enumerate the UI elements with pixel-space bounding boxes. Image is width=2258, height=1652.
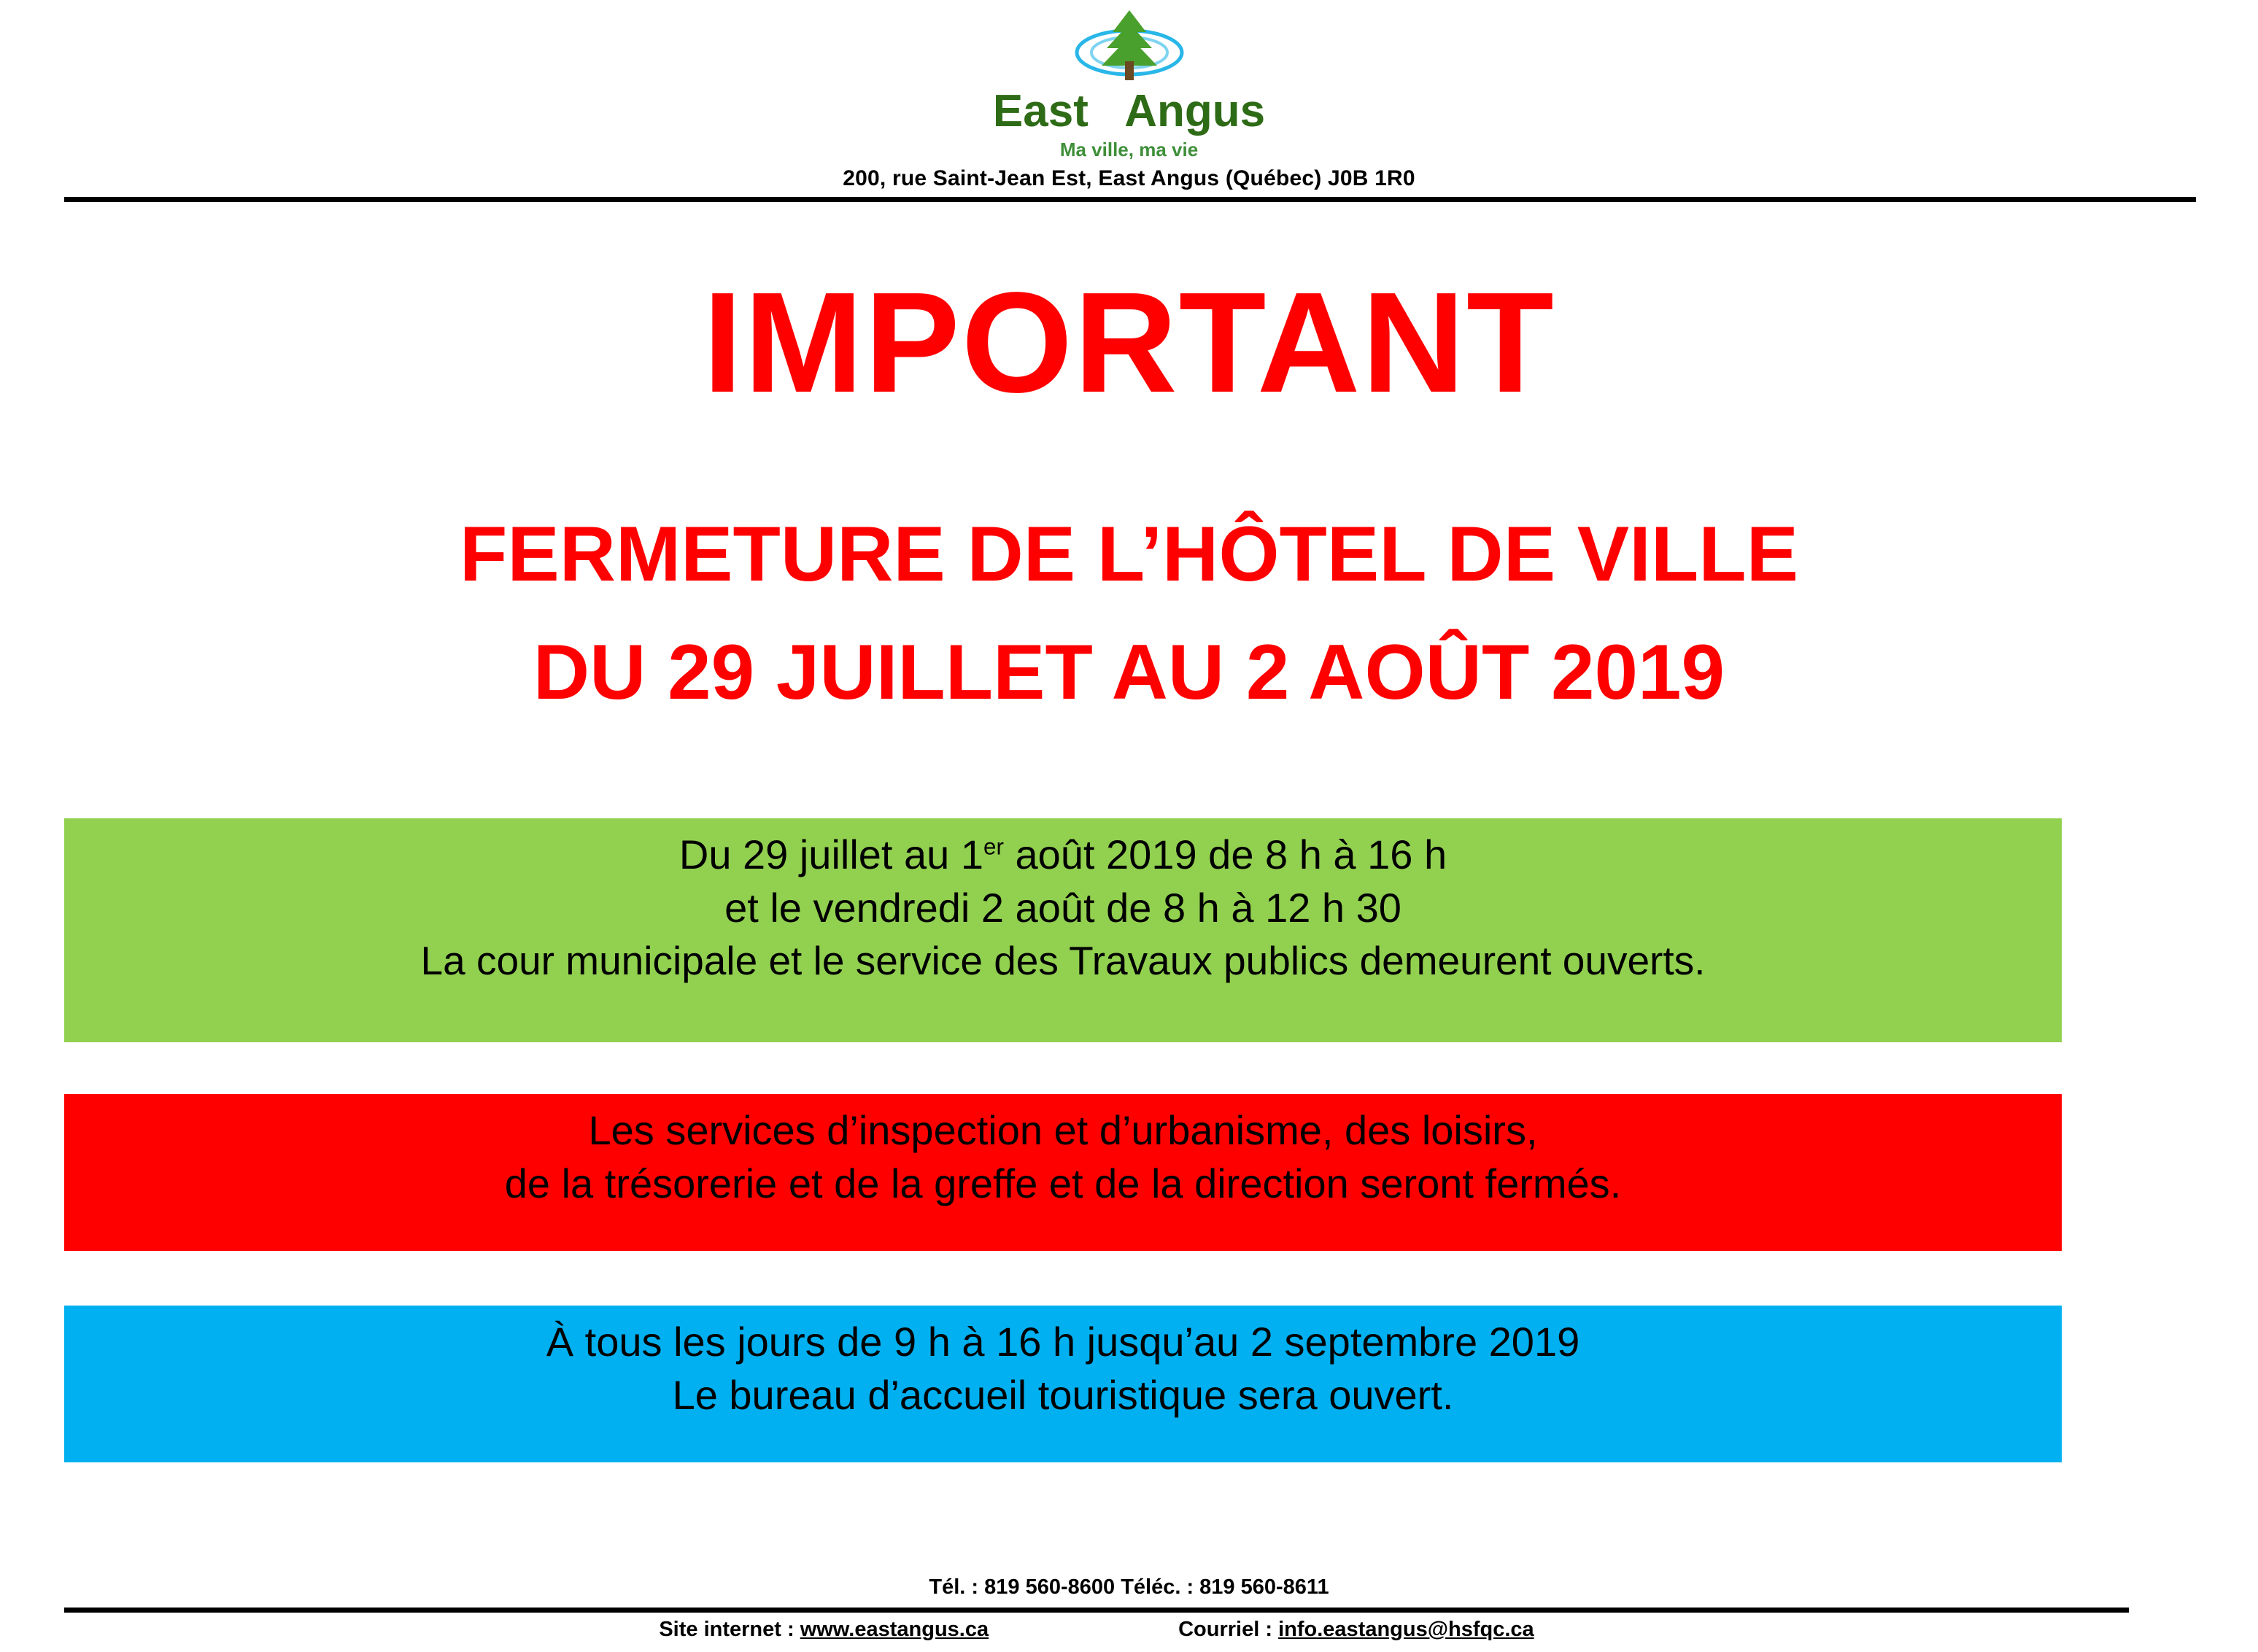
- blue-line-1: À tous les jours de 9 h à 16 h jusqu’au 2 septembre 2019: [546, 1319, 1580, 1365]
- green-line-3: La cour municipale et le service des Travaux publics demeurent ouverts.: [420, 937, 1706, 983]
- footer-divider: [64, 1608, 2129, 1613]
- logo-block: [0, 7, 2258, 161]
- document-header: [0, 0, 2258, 198]
- footer-email-value[interactable]: info.eastangus@hsfqc.ca: [1278, 1618, 1534, 1641]
- footer-email[interactable]: [1178, 1618, 1534, 1642]
- notice-banner-green: [64, 818, 2062, 1042]
- footer-website-value[interactable]: www.eastangus.ca: [800, 1618, 989, 1641]
- footer-website-label: Site internet :: [659, 1618, 800, 1641]
- green-line-1: [71, 829, 2054, 882]
- page-title-important: IMPORTANT: [703, 263, 1555, 422]
- footer-phone: Tél. : 819 560-8600 Téléc. : 819 560-8611: [929, 1575, 1329, 1599]
- logo-word-east: East: [992, 86, 1089, 136]
- page-title-line2: FERMETURE DE L’HÔTEL DE VILLE: [460, 510, 1798, 597]
- logo-tagline: Ma ville, ma vie: [1059, 139, 1199, 160]
- tree-logo-icon: [1060, 7, 1199, 88]
- notice-banner-red: [64, 1094, 2062, 1251]
- red-line-1: Les services d’inspection et d’urbanisme, des loisirs,: [588, 1107, 1538, 1153]
- green-line-2: et le vendredi 2 août de 8 h à 12 h 30: [724, 884, 1401, 931]
- green-line-1-sup: er: [983, 834, 1004, 860]
- notice-banner-blue: [64, 1306, 2062, 1462]
- red-line-2: de la trésorerie et de la greffe et de la direction seront fermés.: [504, 1160, 1622, 1206]
- footer-links: [64, 1618, 2129, 1642]
- header-address: 200, rue Saint-Jean Est, East Angus (Québec) J0B 1R0: [843, 166, 1415, 190]
- logo-word-angus: Angus: [1124, 86, 1266, 136]
- blue-line-2: Le bureau d’accueil touristique sera ouvert.: [672, 1371, 1454, 1418]
- footer-website[interactable]: [659, 1618, 989, 1642]
- green-line-1-pre: Du 29 juillet au 1: [678, 831, 984, 877]
- page-title-line3: DU 29 JUILLET AU 2 AOÛT 2019: [533, 628, 1725, 716]
- footer-email-label: Courriel :: [1178, 1618, 1279, 1641]
- header-divider: [64, 197, 2196, 202]
- green-line-1-post: août 2019 de 8 h à 16 h: [1003, 831, 1447, 877]
- logo-wordmark: [992, 86, 1266, 136]
